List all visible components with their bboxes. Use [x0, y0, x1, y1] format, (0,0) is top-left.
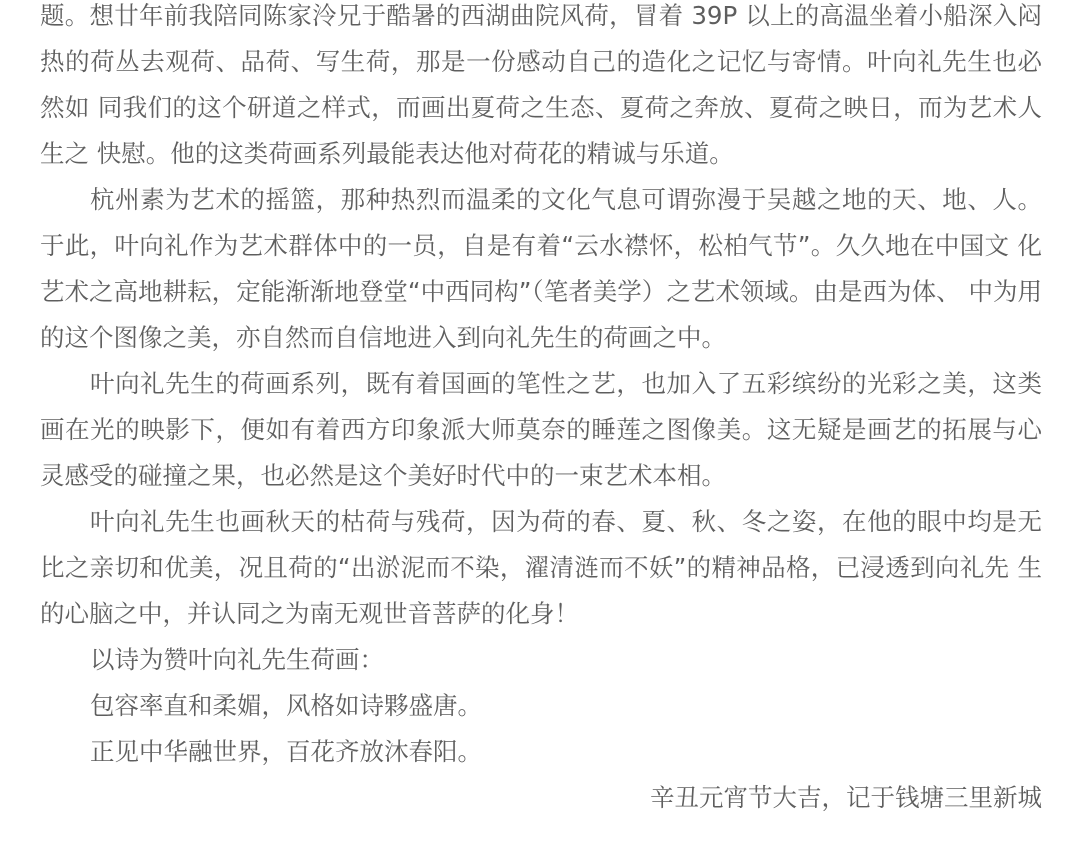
- paragraph-2: 杭州素为艺术的摇篮，那种热烈而温柔的文化气息可谓弥漫于吴越之地的天、地、人。于此，叶向礼作为艺术群体中的一员，自是有着“云水襟怀，松柏气节”。久久地在中国文 化艺术之高地耕耘，定能渐渐地登堂“中西同构”（笔者美学）之艺术领域。由是西为体、 中为用的这个图像之美，亦自然而自信地进入到向礼先生的荷画之中。: [40, 185, 1042, 352]
- poem-line-1: 包容率直和柔媚，风格如诗夥盛唐。: [90, 691, 482, 720]
- poem-line-2: 正见中华融世界，百花齐放沐春阳。: [90, 737, 482, 766]
- paragraph-3: 叶向礼先生的荷画系列，既有着国画的笔性之艺，也加入了五彩缤纷的光彩之美，这类 画在光的映影下，便如有着西方印象派大师莫奈的睡莲之图像美。这无疑是画艺的拓展与心 灵感受的碰撞之果，也必然是这个美好时代中的一束艺术本相。: [40, 369, 1042, 490]
- paragraph-1: 题。想廿年前我陪同陈家泠兄于酷暑的西湖曲院风荷，冒着 39P 以上的高温坐着小船深入闷热的荷丛去观荷、品荷、写生荷，那是一份感动自己的造化之记忆与寄情。叶向礼先生也必然如 同我们的这个研道之样式，而画出夏荷之生态、夏荷之奔放、夏荷之映日，而为艺术人生之 快慰。他的这类荷画系列最能表达他对荷花的精诚与乐道。: [40, 1, 1042, 168]
- article-body: [40, 0, 1042, 847]
- signature-line: 辛丑元宵节大吉，记于钱塘三里新城: [650, 783, 1042, 812]
- poem-intro: 以诗为赞叶向礼先生荷画：: [90, 645, 384, 674]
- paragraph-4: 叶向礼先生也画秋天的枯荷与残荷，因为荷的春、夏、秋、冬之姿，在他的眼中均是无 比之亲切和优美，况且荷的“出淤泥而不染，濯清涟而不妖”的精神品格，已浸透到向礼先 生的心脑之中，并认同之为南无观世音菩萨的化身！: [40, 507, 1042, 628]
